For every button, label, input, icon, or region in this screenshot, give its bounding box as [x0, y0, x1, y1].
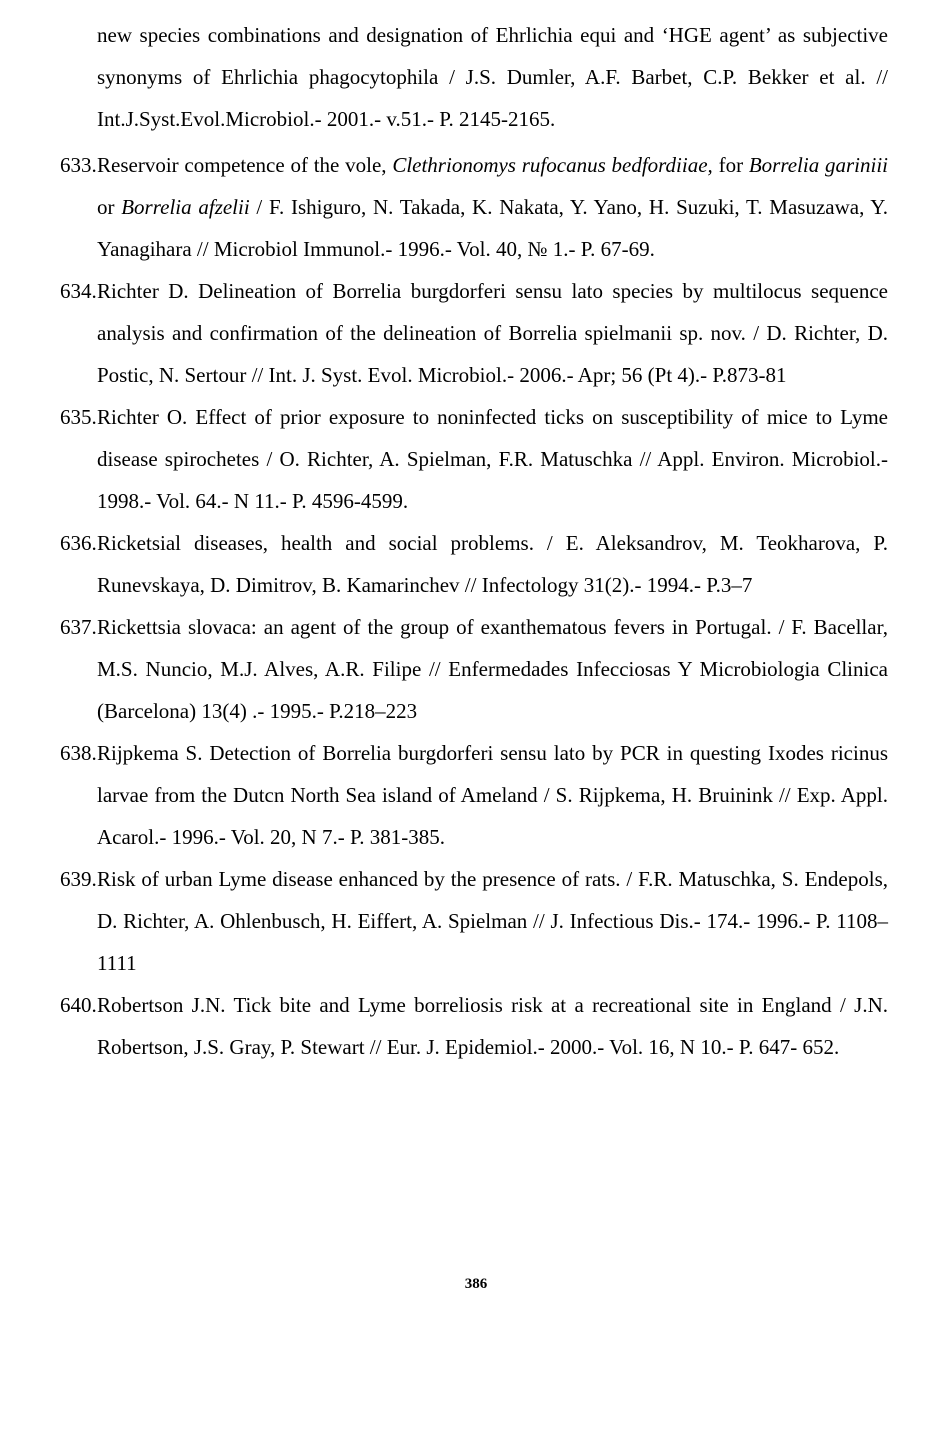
reference-item-634: [60, 270, 888, 396]
reference-number: 633.: [60, 153, 97, 177]
reference-number: 635.: [60, 405, 97, 429]
reference-item-640: [60, 984, 888, 1068]
reference-text: Reservoir competence of the vole,: [97, 153, 393, 177]
reference-number: 640.: [60, 993, 97, 1017]
reference-number: 637.: [60, 615, 97, 639]
reference-item-638: [60, 732, 888, 858]
page-number: 386: [464, 1276, 488, 1292]
reference-number: 634.: [60, 279, 97, 303]
reference-continuation: [60, 14, 888, 140]
reference-list: [60, 14, 888, 1068]
reference-text: Ricketsial diseases, health and social problems. / E. Aleksandrov, M. Teokharova, P. Runevskaya, D. Dimitrov, B. Kamarinchev // Infectology 31(2).- 1994.- P.3–7: [97, 531, 888, 597]
reference-text: Rijpkema S. Detection of Borrelia burgdorferi sensu lato by PCR in questing Ixodes ricinus larvae from the Dutcn North Sea island of Ameland / S. Rijpkema, H. Bruinink // Exp. Appl. Acarol.- 1996.- Vol. 20, N 7.- P. 381-385.: [97, 741, 888, 849]
reference-text: Risk of urban Lyme disease enhanced by the presence of rats. / F.R. Matuschka, S. Endepols, D. Richter, A. Ohlenbusch, H. Eiffert, A. Spielman // J. Infectious Dis.- 174.- 1996.- P. 1108–1111: [97, 867, 888, 975]
reference-text: Richter D. Delineation of Borrelia burgdorferi sensu lato species by multilocus sequence analysis and confirmation of the delineation of Borrelia spielmanii sp. nov. / D. Richter, D. Postic, N. Sertour // Int. J. Syst. Evol. Microbiol.- 2006.- Apr; 56 (Pt 4).- P.873-81: [97, 279, 888, 387]
reference-number: 638.: [60, 741, 97, 765]
reference-item-637: [60, 606, 888, 732]
reference-number: 639.: [60, 867, 97, 891]
reference-text: Rickettsia slovaca: an agent of the group of exanthematous fevers in Portugal. / F. Bacellar, M.S. Nuncio, M.J. Alves, A.R. Filipe // Enfermedades Infecciosas Y Microbiologia Clinica (Barcelona) 13(4) .- 1995.- P.218–223: [97, 615, 888, 723]
reference-item-633: [60, 144, 888, 270]
reference-number: 636.: [60, 531, 97, 555]
reference-text: Richter O. Effect of prior exposure to noninfected ticks on susceptibility of mice to Lyme disease spirochetes / O. Richter, A. Spielman, F.R. Matuschka // Appl. Environ. Microbiol.- 1998.- Vol. 64.- N 11.- P. 4596-4599.: [97, 405, 888, 513]
reference-text: or: [97, 195, 122, 219]
reference-item-639: [60, 858, 888, 984]
reference-item-635: [60, 396, 888, 522]
species-name: Borrelia afzelii: [121, 195, 250, 219]
species-name: Borrelia gariniii: [748, 153, 889, 177]
reference-text: / F. Ishiguro, N. Takada, K. Nakata, Y. Yano, H. Suzuki, T. Masuzawa, Y. Yanagihara // Microbiol Immunol.- 1996.- Vol. 40, № 1.- P. 67-69.: [97, 195, 888, 261]
reference-text: new species combinations and designation of Ehrlichia equi and ‘HGE agent’ as subjective synonyms of Ehrlichia phagocytophila / J.S. Dumler, A.F. Barbet, C.P. Bekker et al. // Int.J.Syst.Evol.Microbiol.- 2001.- v.51.- P. 2145-2165.: [97, 23, 888, 131]
reference-text: Robertson J.N. Tick bite and Lyme borreliosis risk at a recreational site in England / J.N. Robertson, J.S. Gray, P. Stewart // Eur. J. Epidemiol.- 2000.- Vol. 16, N 10.- P. 647- 652.: [97, 993, 888, 1059]
species-name: Clethrionomys rufocanus bedfordiiae,: [392, 153, 713, 177]
reference-text: for: [712, 153, 749, 177]
reference-item-636: [60, 522, 888, 606]
